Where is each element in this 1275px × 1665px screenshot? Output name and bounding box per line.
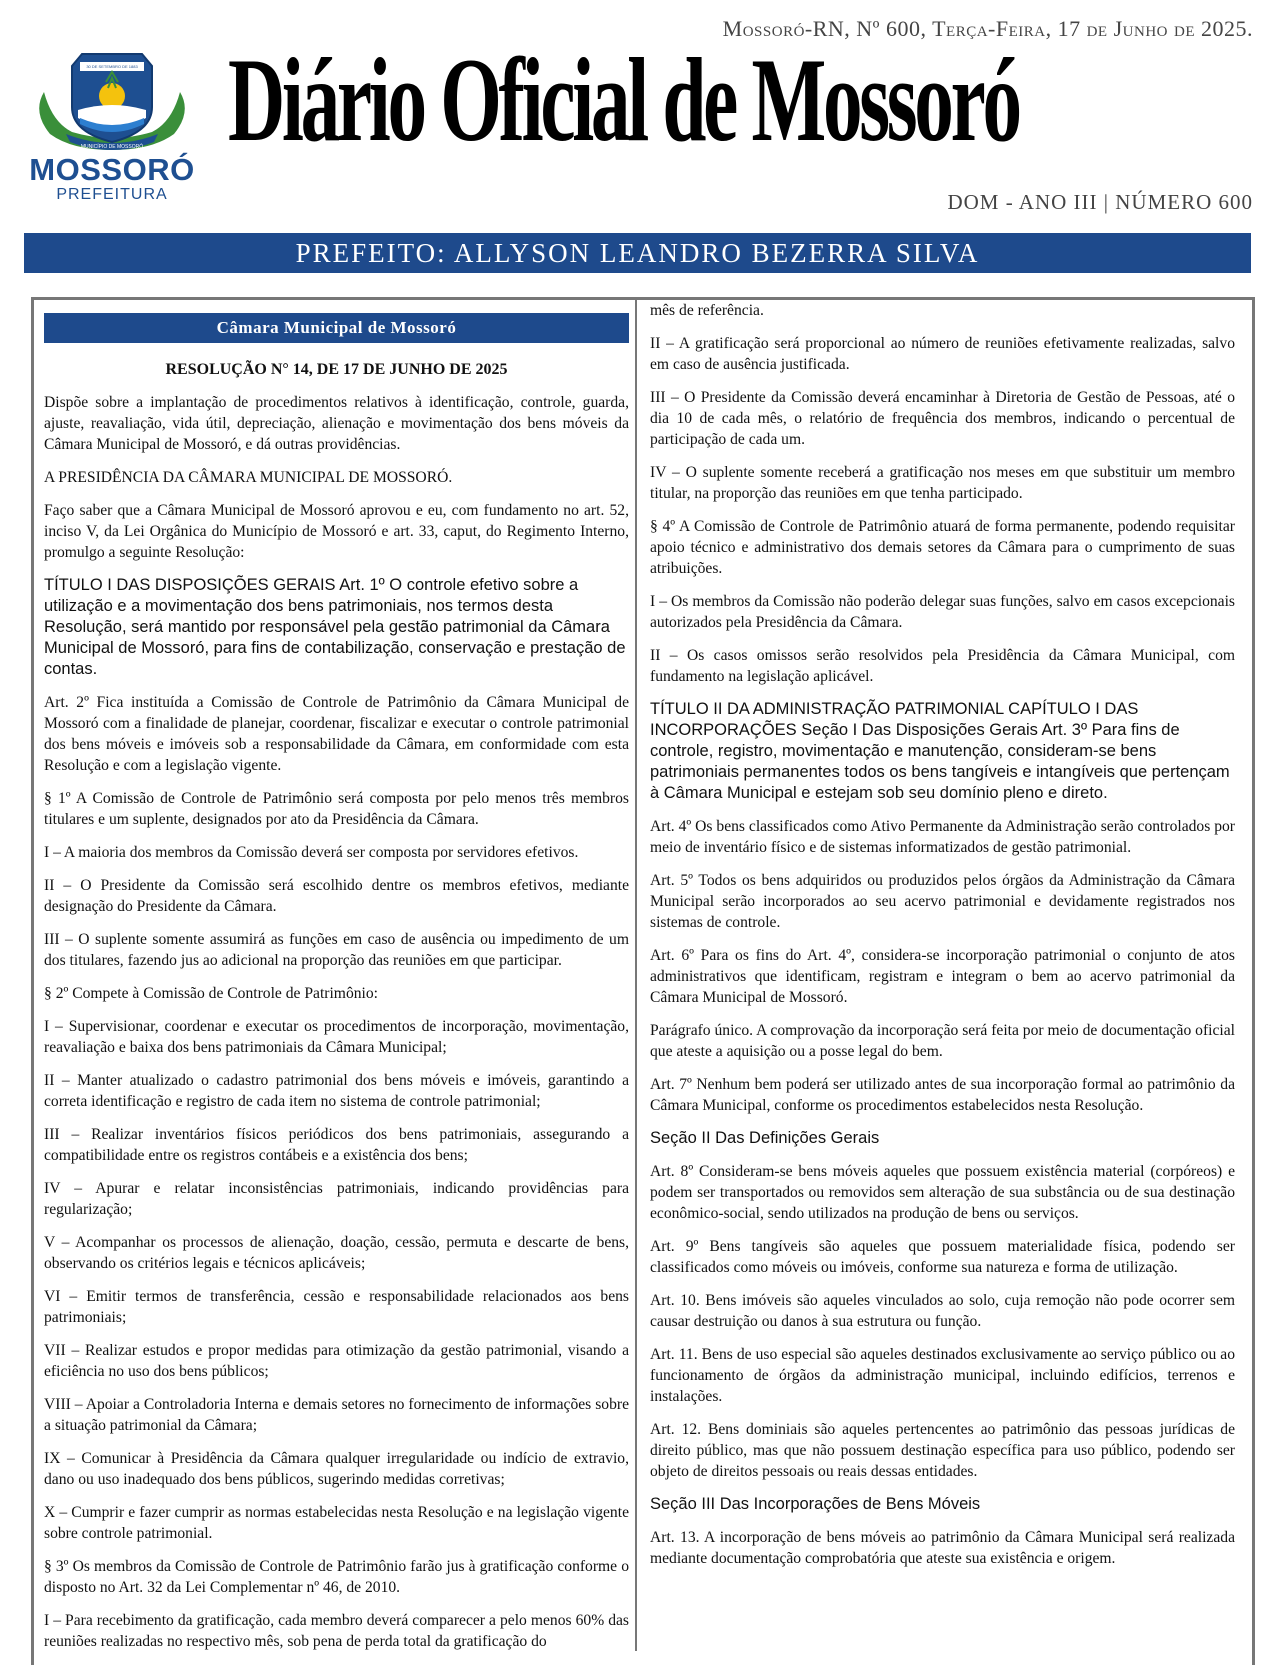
- paragraph: II – Os casos omissos serão resolvidos pela Presidência da Câmara Municipal, com fundamento na legislação aplicável.: [650, 647, 1235, 685]
- section-header: Câmara Municipal de Mossoró: [44, 313, 629, 343]
- paragraph: § 2º Compete à Comissão de Controle de Patrimônio:: [44, 985, 378, 1002]
- paragraph: III – O Presidente da Comissão deverá encaminhar à Diretoria de Gestão de Pessoas, até o dia 10 de cada mês, o relatório de frequência dos membros, indicando o percentual de participação de cada um.: [650, 389, 1235, 448]
- paragraph: III – O suplente somente assumirá as funções em caso de ausência ou impedimento de um dos titulares, fazendo jus ao adicional na proporção das reuniões em que participar.: [44, 931, 629, 969]
- paragraph: Art. 13. A incorporação de bens móveis ao patrimônio da Câmara Municipal será realizada mediante documentação comprobatória que ateste sua existência e origem.: [650, 1529, 1235, 1567]
- left-paragraphs: [44, 392, 629, 1652]
- paragraph: mês de referência.: [650, 302, 764, 319]
- mayor-banner: PREFEITO: ALLYSON LEANDRO BEZERRA SILVA: [24, 233, 1251, 273]
- paragraph: I – Os membros da Comissão não poderão delegar suas funções, salvo em casos excepcionais autorizados pela Presidência da Câmara.: [650, 593, 1235, 631]
- paragraph: TÍTULO I DAS DISPOSIÇÕES GERAIS Art. 1º O controle efetivo sobre a utilização e a movimentação dos bens patrimoniais, nos termos desta Resolução, será mantido por responsável pela gestão patrimonial da Câmara Municipal de Mossoró, para fins de contabilização, conservação e prestação de contas.: [44, 576, 626, 678]
- left-column: [44, 313, 629, 1664]
- column-divider: [635, 300, 637, 1651]
- paragraph: IV – Apurar e relatar inconsistências patrimoniais, indicando providências para regularização;: [44, 1180, 629, 1218]
- paragraph: II – Manter atualizado o cadastro patrimonial dos bens móveis e imóveis, garantindo a correta identificação e registro de cada item no sistema de controle patrimonial;: [44, 1072, 629, 1110]
- paragraph: § 3º Os membros da Comissão de Controle de Patrimônio farão jus à gratificação conforme o disposto no Art. 32 da Lei Complementar nº 46, de 2010.: [44, 1558, 629, 1596]
- paragraph: Faço saber que a Câmara Municipal de Mossoró aprovou e eu, com fundamento no art. 52, inciso V, da Lei Orgânica do Município de Mossoró e art. 33, caput, do Regimento Interno, promulgo a seguinte Resolução:: [44, 502, 629, 561]
- paragraph: Parágrafo único. A comprovação da incorporação será feita por meio de documentação oficial que ateste a aquisição ou a posse legal do bem.: [650, 1022, 1235, 1060]
- paragraph: Art. 6º Para os fins do Art. 4º, considera-se incorporação patrimonial o conjunto de atos administrativos que identificam, registram e integram o bem ao acervo patrimonial da Câmara Municipal de Mossoró.: [650, 947, 1235, 1006]
- paragraph: I – A maioria dos membros da Comissão deverá ser composta por servidores efetivos.: [44, 844, 579, 861]
- paragraph: Seção III Das Incorporações de Bens Móveis: [650, 1495, 981, 1513]
- paragraph: VII – Realizar estudos e propor medidas para otimização da gestão patrimonial, visando a eficiência no uso dos bens públicos;: [44, 1342, 629, 1380]
- paragraph: Art. 4º Os bens classificados como Ativo Permanente da Administração serão controlados por meio de inventário físico e de sistemas informatizados de gestão patrimonial.: [650, 818, 1235, 856]
- paragraph: IV – O suplente somente receberá a gratificação nos meses em que substituir um membro titular, na proporção das reuniões em que tenha participado.: [650, 464, 1235, 502]
- logo-brand-text: MOSSORÓ: [29, 152, 195, 187]
- resolution-title: RESOLUÇÃO N° 14, DE 17 DE JUNHO DE 2025: [165, 361, 508, 378]
- right-column: [650, 300, 1235, 1581]
- paragraph: Art. 8º Consideram-se bens móveis aqueles que possuem existência material (corpóreos) e podem ser transportados ou removidos sem alteração de sua substância ou de sua destinação econômico-social, sendo utilizados na produção de bens ou serviços.: [650, 1163, 1235, 1222]
- masthead-title: Diário Oficial de Mossoró: [228, 33, 1019, 166]
- paragraph: Art. 2º Fica instituída a Comissão de Controle de Patrimônio da Câmara Municipal de Mossoró com a finalidade de planejar, coordenar, fiscalizar e executar o controle patrimonial dos bens móveis e imóveis sob a responsabilidade da Câmara, em conformidade com esta Resolução e com a legislação vigente.: [44, 694, 629, 774]
- paragraph: Art. 11. Bens de uso especial são aqueles destinados exclusivamente ao serviço público ou ao funcionamento de órgãos da administração municipal, incluindo edifícios, terrenos e instalações.: [650, 1346, 1235, 1405]
- paragraph: Art. 10. Bens imóveis são aqueles vinculados ao solo, cuja remoção não pode ocorrer sem causar destruição ou danos à sua estrutura ou função.: [650, 1292, 1235, 1330]
- paragraph: Dispõe sobre a implantação de procedimentos relativos à identificação, controle, guarda, ajuste, reavaliação, vida útil, depreciação, alienação e movimentação dos bens móveis da Câmara Municipal de Mossoró, e dá outras providências.: [44, 394, 629, 453]
- paragraph: § 1º A Comissão de Controle de Patrimônio será composta por pelo menos três membros titulares e um suplente, designados por ato da Presidência da Câmara.: [44, 790, 629, 828]
- svg-text:30 DE SETEMBRO DE 1883: 30 DE SETEMBRO DE 1883: [86, 64, 138, 69]
- paragraph: A PRESIDÊNCIA DA CÂMARA MUNICIPAL DE MOSSORÓ.: [44, 469, 453, 486]
- paragraph: Art. 12. Bens dominiais são aqueles pertencentes ao patrimônio das pessoas jurídicas de direito público, mas que não possuem destinação específica para uso público, podendo ser objeto de direitos pessoais ou reais dessas entidades.: [650, 1421, 1235, 1480]
- paragraph: I – Para recebimento da gratificação, cada membro deverá comparecer a pelo menos 60% das reuniões realizadas no respectivo mês, sob pena de perda total da gratificação do: [44, 1612, 629, 1650]
- paragraph: III – Realizar inventários físicos periódicos dos bens patrimoniais, assegurando a compatibilidade entre os registros contábeis e a existência dos bens;: [44, 1126, 629, 1164]
- paragraph: VI – Emitir termos de transferência, cessão e responsabilidade relacionados aos bens patrimoniais;: [44, 1288, 629, 1326]
- dateline: Mossoró-RN, Nº 600, Terça-Feira, 17 de Junho de 2025.: [722, 16, 1253, 41]
- paragraph: TÍTULO II DA ADMINISTRAÇÃO PATRIMONIAL CAPÍTULO I DAS INCORPORAÇÕES Seção I Das Disposições Gerais Art. 3º Para fins de controle, registro, movimentação e manutenção, consideram-se bens patrimoniais permanentes todos os bens tangíveis e intangíveis que pertençam à Câmara Municipal e estejam sob seu domínio pleno e direto.: [650, 700, 1230, 802]
- paragraph: Art. 5º Todos os bens adquiridos ou produzidos pelos órgãos da Administração da Câmara Municipal serão incorporados ao seu acervo patrimonial e devidamente registrados nos sistemas de controle.: [650, 872, 1235, 931]
- paragraph: II – A gratificação será proporcional ao número de reuniões efetivamente realizadas, salvo em caso de ausência justificada.: [650, 335, 1235, 373]
- logo-sub-text: PREFEITURA: [56, 186, 168, 203]
- prefeitura-logo: [22, 52, 202, 202]
- paragraph: Art. 9º Bens tangíveis são aqueles que possuem materialidade física, podendo ser classificados como móveis ou imóveis, conforme sua natureza e forma de utilização.: [650, 1238, 1235, 1276]
- paragraph: I – Supervisionar, coordenar e executar os procedimentos de incorporação, movimentação, reavaliação e baixa dos bens patrimoniais da Câmara Municipal;: [44, 1018, 629, 1056]
- paragraph: II – O Presidente da Comissão será escolhido dentre os membros efetivos, mediante designação do Presidente da Câmara.: [44, 877, 629, 915]
- svg-text:MUNICÍPIO DE MOSSORÓ: MUNICÍPIO DE MOSSORÓ: [80, 144, 144, 150]
- logo-text-svg: [22, 52, 202, 152]
- paragraph: V – Acompanhar os processos de alienação, doação, cessão, permuta e descarte de bens, observando os critérios legais e técnicos aplicáveis;: [44, 1234, 629, 1272]
- paragraph: IX – Comunicar à Presidência da Câmara qualquer irregularidade ou indício de extravio, dano ou uso inadequado dos bens públicos, sugerindo medidas corretivas;: [44, 1450, 629, 1488]
- paragraph: § 4º A Comissão de Controle de Patrimônio atuará de forma permanente, podendo requisitar apoio técnico e administrativo dos demais setores da Câmara para o cumprimento de suas atribuições.: [650, 518, 1235, 577]
- right-paragraphs: [650, 300, 1235, 1569]
- edition-number: DOM - ANO III | NÚMERO 600: [947, 190, 1253, 214]
- paragraph: Art. 7º Nenhum bem poderá ser utilizado antes de sua incorporação formal ao patrimônio da Câmara Municipal, conforme os procedimentos estabelecidos nesta Resolução.: [650, 1076, 1235, 1114]
- paragraph: VIII – Apoiar a Controladoria Interna e demais setores no fornecimento de informações sobre a situação patrimonial da Câmara;: [44, 1396, 629, 1434]
- paragraph: X – Cumprir e fazer cumprir as normas estabelecidas nesta Resolução e na legislação vigente sobre controle patrimonial.: [44, 1504, 629, 1542]
- paragraph: Seção II Das Definições Gerais: [650, 1129, 880, 1147]
